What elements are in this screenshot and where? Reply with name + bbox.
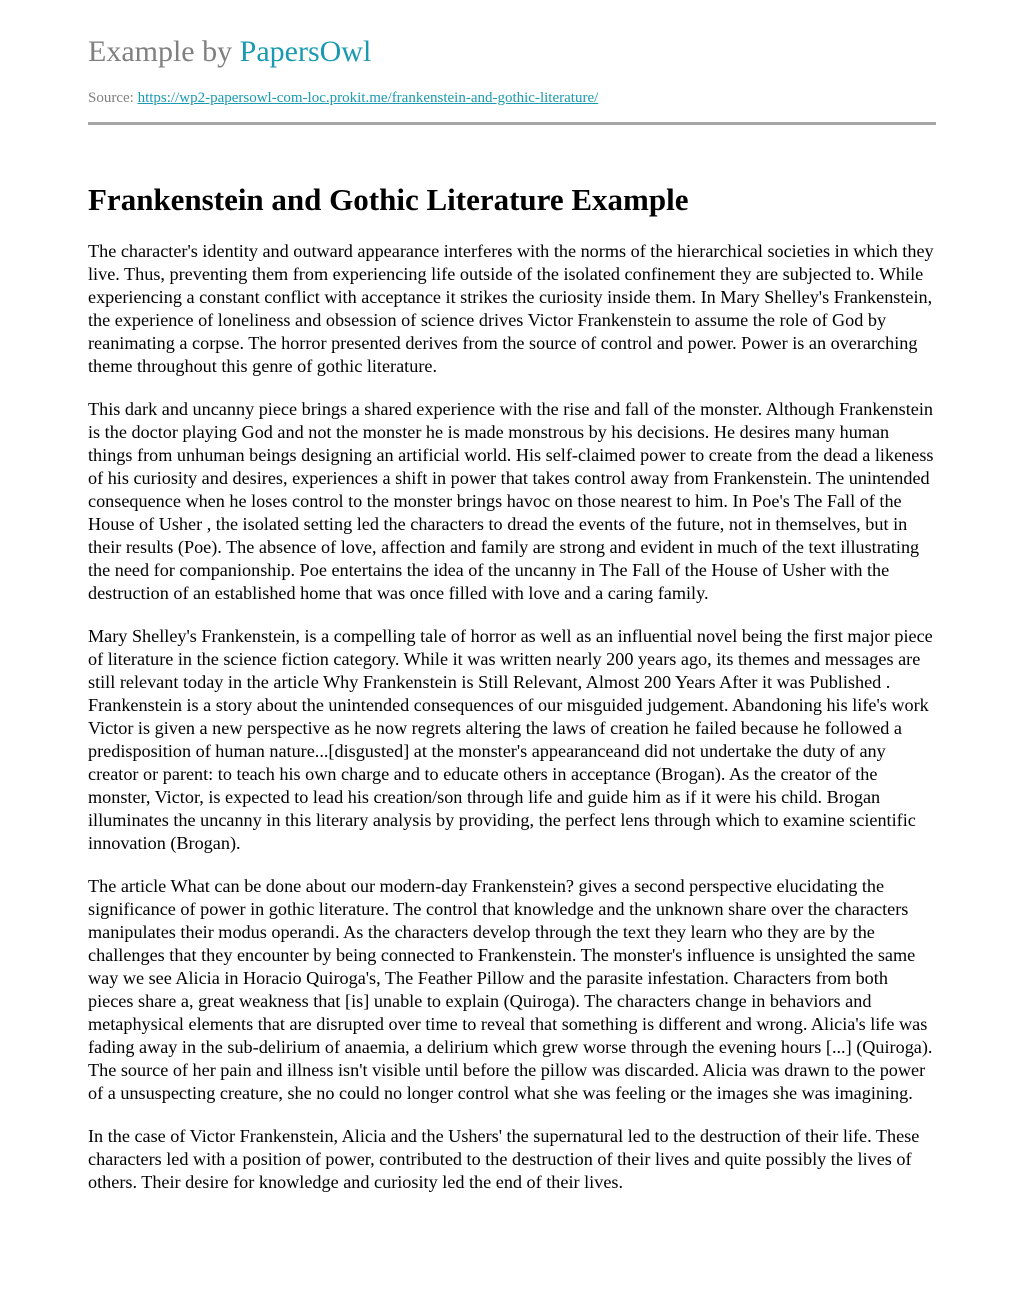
paragraph: Mary Shelley's Frankenstein, is a compelling tale of horror as well as an influential novel being the first major piece of literature in the science fiction category. While it was written nearly 200 years ago, its themes and messages are still relevant today in the article Why Frankenstein is Still Relevant, Almost 200 Years After it was Published . Frankenstein is a story about the unintended consequences of our misguided judgement. Abandoning his life's work Victor is given a new perspective as he now regrets altering the laws of creation he failed because he followed a predisposition of human nature...[disgusted] at the monster's appearanceand did not undertake the duty of any creator or parent: to teach his own charge and to educate others in acceptance (Brogan). As the creator of the monster, Victor, is expected to lead his creation/son through life and guide him as if it were his child. Brogan illuminates the uncanny in this literary analysis by providing, the perfect lens through which to examine scientific innovation (Brogan). — [88, 626, 933, 853]
source-link[interactable]: https://wp2-papersowl-com-loc.prokit.me/frankenstein-and-gothic-literature/ — [137, 90, 599, 106]
paragraph: The character's identity and outward appearance interferes with the norms of the hierarchical societies in which they live. Thus, preventing them from experiencing life outside of the isolated confinement they are subjected to. While experiencing a constant conflict with acceptance it strikes the curiosity inside them. In Mary Shelley's Frankenstein, the experience of loneliness and obsession of science drives Victor Frankenstein to assume the role of God by reanimating a corpse. The horror presented derives from the source of control and power. Power is an overarching theme throughout this genre of gothic literature. — [88, 241, 934, 376]
header-divider — [88, 122, 936, 125]
source-label: Source: — [88, 90, 138, 106]
brand-header — [88, 32, 371, 72]
page-title: Frankenstein and Gothic Literature Example — [88, 182, 689, 217]
paragraph: The article What can be done about our modern-day Frankenstein? gives a second perspective elucidating the significance of power in gothic literature. The control that knowledge and the unknown share over the characters manipulates their modus operandi. As the characters develop through the text they learn who they are by the challenges that they encounter by being connected to Frankenstein. The monster's influence is unsighted the same way we see Alicia in Horacio Quiroga's, The Feather Pillow and the parasite infestation. Characters from both pieces share a, great weakness that [is] unable to explain (Quiroga). The characters change in behaviors and metaphysical elements that are disrupted over time to reveal that something is different and wrong. Alicia's life was fading away in the sub-delirium of anaemia, a delirium which grew worse through the evening hours [...] (Quiroga). The source of her pain and illness isn't visible until before the pillow was discarded. Alicia was drawn to the power of a unsuspecting creature, she no could no longer control what she was feeling or the images she was imagining. — [88, 876, 933, 1103]
paragraph: In the case of Victor Frankenstein, Alicia and the Ushers' the supernatural led to the destruction of their life. These characters led with a position of power, contributed to the destruction of their lives and quite possibly the lives of others. Their desire for knowledge and curiosity led the end of their lives. — [88, 1126, 920, 1192]
brand-prefix: Example by — [88, 35, 240, 68]
brand-name: PapersOwl — [239, 35, 372, 68]
source-line — [88, 88, 598, 108]
paragraph: This dark and uncanny piece brings a shared experience with the rise and fall of the monster. Although Frankenstein is the doctor playing God and not the monster he is made monstrous by his decisions. He desires many human things from unhuman beings designing an artificial world. His self-claimed power to create from the dead a likeness of his curiosity and desires, experiences a shift in power that takes control away from Frankenstein. The unintended consequence when he loses control to the monster brings havoc on those nearest to him. In Poe's The Fall of the House of Usher , the isolated setting led the characters to dread the events of the future, not in themselves, but in their results (Poe). The absence of love, affection and family are strong and evident in much of the text illustrating the need for companionship. Poe entertains the idea of the uncanny in The Fall of the House of Usher with the destruction of an established home that was once filled with love and a caring family. — [88, 399, 934, 603]
article-body — [88, 240, 936, 1214]
